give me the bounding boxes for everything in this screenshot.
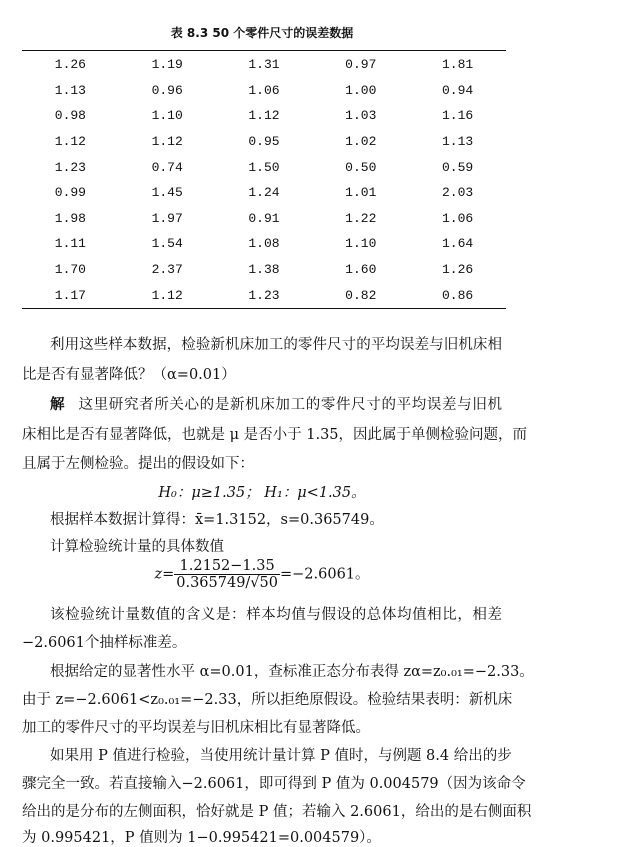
table-top-rule	[22, 50, 506, 51]
table-cell: 1.50	[248, 159, 280, 175]
table-cell: 1.12	[248, 108, 280, 124]
paragraph-line: 且属于左侧检验。提出的假设如下：	[22, 456, 254, 472]
table-cell: 1.26	[441, 262, 474, 278]
table-cell: 1.81	[441, 57, 474, 73]
table-cell: 1.23	[248, 287, 280, 303]
paragraph-line: 比是否有显著降低？（α=0.01）	[22, 367, 236, 383]
table-cell: 1.03	[345, 108, 377, 124]
table-cell: 1.11	[54, 236, 86, 252]
z-formula	[0, 558, 524, 591]
table-cell: 0.99	[54, 185, 86, 201]
table-cell: 0.50	[345, 159, 377, 175]
table-row	[22, 282, 506, 308]
error-data-table	[22, 52, 506, 308]
paragraph-line: 床相比是否有显著降低，也就是 μ 是否小于 1.35，因此属于单侧检验问题，而	[22, 427, 528, 443]
paragraph-line: 这里研究者所关心的是新机床加工的零件尺寸的平均误差与旧机	[78, 397, 502, 413]
table-cell: 1.01	[345, 185, 377, 201]
table-row	[22, 257, 506, 283]
table-cell: 1.60	[345, 262, 377, 278]
paragraph-line: 根据给定的显著性水平 α=0.01，查标准正态分布表得 zα=z₀.₀₁=−2.33。	[50, 664, 534, 680]
paragraph-line: 如果用 P 值进行检验，当使用统计量计算 P 值时，与例题 8.4 给出的步	[50, 748, 512, 764]
table-row	[22, 52, 506, 78]
table-row	[22, 231, 506, 257]
table-cell: 1.02	[345, 134, 377, 150]
table-cell: 1.31	[248, 57, 280, 73]
table-cell: 1.10	[345, 236, 377, 252]
table-cell: 1.17	[54, 287, 86, 303]
table-cell: 2.03	[441, 185, 474, 201]
table-row	[22, 129, 506, 155]
table-cell: 1.10	[151, 108, 183, 124]
table-cell: 0.96	[151, 82, 183, 98]
table-row	[22, 206, 506, 232]
table-cell: 0.74	[151, 159, 183, 175]
table-cell: 1.45	[151, 185, 183, 201]
solution-label: 解	[50, 396, 65, 413]
table-cell: 1.64	[441, 236, 474, 252]
table-cell: 1.26	[54, 57, 86, 73]
formula-rhs: =−2.6061。	[280, 566, 370, 583]
table-cell: 1.19	[151, 57, 183, 73]
fraction	[174, 558, 280, 591]
denominator: 0.365749/√50	[176, 575, 278, 591]
table-row	[22, 78, 506, 104]
table-cell: 1.70	[54, 262, 86, 278]
paragraph-line: 为 0.995421，P 值则为 1−0.995421=0.004579）。	[22, 830, 381, 846]
table-cell: 1.13	[54, 82, 86, 98]
table-cell: 1.00	[345, 82, 377, 98]
table-caption: 表 8.3 50 个零件尺寸的误差数据	[170, 26, 354, 40]
table-cell: 1.13	[441, 134, 474, 150]
table-cell: 1.12	[151, 134, 183, 150]
table-cell: 1.23	[54, 159, 86, 175]
table-cell: 1.54	[151, 236, 183, 252]
table-row	[22, 180, 506, 206]
paragraph-line: 该检验统计量数值的含义是：样本均值与假设的总体均值相比，相差	[50, 607, 502, 623]
paragraph-line: −2.6061个抽样标准差。	[22, 635, 187, 651]
table-cell: 0.91	[248, 210, 280, 226]
table-row	[22, 154, 506, 180]
table-cell: 0.97	[345, 57, 377, 73]
paragraph-line: 利用这些样本数据，检验新机床加工的零件尺寸的平均误差与旧机床相	[50, 337, 502, 353]
formula-lhs: z=	[154, 566, 175, 583]
table-cell: 1.08	[248, 236, 280, 252]
table-cell: 1.38	[248, 262, 280, 278]
numerator: 1.2152−1.35	[174, 558, 280, 575]
table-bottom-rule	[22, 308, 506, 309]
table-cell: 1.22	[345, 210, 377, 226]
table-cell: 0.59	[441, 159, 474, 175]
table-cell: 1.98	[54, 210, 86, 226]
paragraph-line: 加工的零件尺寸的平均误差与旧机床相比有显著降低。	[22, 720, 370, 736]
table-cell: 1.16	[441, 108, 474, 124]
table-cell: 0.82	[345, 287, 377, 303]
paragraph-line: 根据样本数据计算得：x̄=1.3152，s=0.365749。	[50, 512, 384, 528]
table-cell: 0.94	[441, 82, 474, 98]
table-cell: 0.98	[54, 108, 86, 124]
table-cell: 1.06	[248, 82, 280, 98]
table-cell: 1.06	[441, 210, 474, 226]
table-cell: 1.12	[54, 134, 86, 150]
solution-line	[50, 393, 502, 414]
table-cell: 1.97	[151, 210, 183, 226]
table-cell: 1.24	[248, 185, 280, 201]
table-row	[22, 103, 506, 129]
paragraph-line: 给出的是分布的左侧面积，恰好就是 P 值；若输入 2.6061，给出的是右侧面积	[22, 804, 532, 820]
paragraph-line: 骤完全一致。若直接输入−2.6061，即可得到 P 值为 0.004579（因为该命令	[22, 776, 526, 792]
paragraph-line: 由于 z=−2.6061<z₀.₀₁=−2.33，所以拒绝原假设。检验结果表明：新机床	[22, 692, 513, 708]
table-cell: 0.86	[441, 287, 474, 303]
paragraph-line: 计算检验统计量的具体数值	[50, 539, 224, 555]
table-cell: 1.12	[151, 287, 183, 303]
table-cell: 2.37	[151, 262, 183, 278]
hypotheses: H₀：μ≥1.35； H₁：μ<1.35。	[158, 485, 366, 501]
table-cell: 0.95	[248, 134, 280, 150]
